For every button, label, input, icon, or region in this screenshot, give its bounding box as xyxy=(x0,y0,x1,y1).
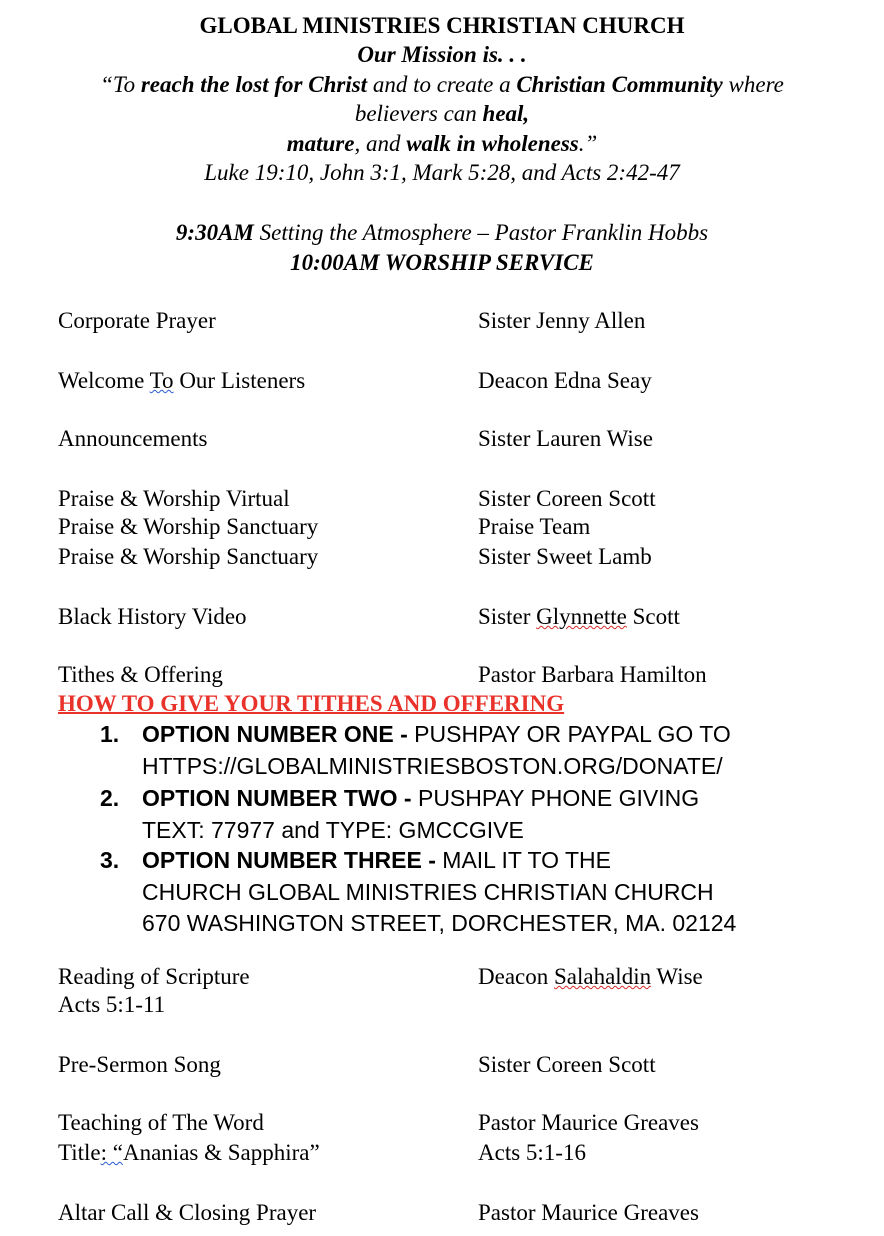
mission-text: believers can xyxy=(354,101,483,126)
program-leader-welcome: Deacon Edna Seay xyxy=(478,368,652,393)
program-text: Ananias & Sapphira” xyxy=(122,1140,320,1165)
mission-emphasis: reach the lost for Christ xyxy=(140,72,368,97)
program-leader-black-history-video xyxy=(478,602,680,631)
giving-option-one-line-1 xyxy=(142,719,731,750)
program-text: Welcome xyxy=(58,368,150,393)
option-text: PUSHPAY PHONE GIVING xyxy=(417,785,700,811)
mission-text: and to create a xyxy=(367,72,517,97)
mission-line-2 xyxy=(0,99,884,128)
mission-text: “To xyxy=(100,72,141,97)
program-item-praise-worship-virtual: Praise & Worship Virtual xyxy=(58,486,290,511)
option-text: PUSHPAY OR PAYPAL GO TO xyxy=(414,721,731,747)
program-item-reading-of-scripture: Reading of Scripture xyxy=(58,964,250,989)
program-item-tithes-offering: Tithes & Offering xyxy=(58,662,223,687)
mission-text: , and xyxy=(354,131,407,156)
program-text: Wise xyxy=(651,964,703,989)
mission-emphasis: mature xyxy=(286,131,355,156)
spelling-flagged-word: Salahaldin xyxy=(554,964,652,989)
option-number: 1. xyxy=(100,721,120,747)
grammar-flagged-word: : “ xyxy=(100,1140,123,1165)
program-text: Sister xyxy=(478,604,537,629)
program-text: Title xyxy=(58,1140,101,1165)
program-item-altar-call: Altar Call & Closing Prayer xyxy=(58,1200,317,1225)
service-title: 10:00AM WORSHIP SERVICE xyxy=(290,250,594,275)
spelling-flagged-word: Glynnette xyxy=(536,604,627,629)
program-teaching-reference: Acts 5:1-16 xyxy=(478,1140,586,1165)
program-item-welcome xyxy=(58,366,305,395)
program-leader-praise-worship-sanctuary: Sister Sweet Lamb xyxy=(478,544,652,569)
mission-emphasis: walk in wholeness xyxy=(406,131,579,156)
giving-option-three-line-2: CHURCH GLOBAL MINISTRIES CHRISTIAN CHURCH xyxy=(142,879,714,905)
grammar-flagged-word: To xyxy=(149,368,174,393)
program-leader-reading-of-scripture xyxy=(478,962,703,991)
giving-option-one-line-2: HTTPS://GLOBALMINISTRIESBOSTON.ORG/DONATE/ xyxy=(142,753,723,779)
program-sermon-title xyxy=(58,1138,320,1167)
mission-line-3 xyxy=(0,129,884,158)
program-leader-praise-worship-sanctuary: Praise Team xyxy=(478,514,591,539)
program-leader-altar-call: Pastor Maurice Greaves xyxy=(478,1200,699,1225)
program-text: Deacon xyxy=(478,964,554,989)
mission-text: .” xyxy=(578,131,598,156)
mission-emphasis: heal, xyxy=(482,101,530,126)
giving-option-three-line-3: 670 WASHINGTON STREET, DORCHESTER, MA. 02124 xyxy=(142,910,737,936)
scripture-references: Luke 19:10, John 3:1, Mark 5:28, and Acts 2:42-47 xyxy=(204,160,680,185)
program-text: Scott xyxy=(626,604,680,629)
option-number: 2. xyxy=(100,785,120,811)
pre-service-description: Setting the Atmosphere – Pastor Franklin Hobbs xyxy=(253,220,709,245)
giving-option-three-line-1 xyxy=(142,845,611,876)
program-leader-corporate-prayer: Sister Jenny Allen xyxy=(478,308,646,333)
program-item-announcements: Announcements xyxy=(58,426,208,451)
program-leader-pre-sermon-song: Sister Coreen Scott xyxy=(478,1052,656,1077)
program-item-praise-worship-sanctuary: Praise & Worship Sanctuary xyxy=(58,544,319,569)
option-label: OPTION NUMBER THREE - xyxy=(142,847,443,873)
program-leader-announcements: Sister Lauren Wise xyxy=(478,426,653,451)
pre-service-time: 9:30AM xyxy=(175,220,254,245)
mission-line-1 xyxy=(0,70,884,99)
program-item-praise-worship-sanctuary: Praise & Worship Sanctuary xyxy=(58,514,319,539)
church-name: GLOBAL MINISTRIES CHRISTIAN CHURCH xyxy=(199,13,685,38)
program-item-black-history-video: Black History Video xyxy=(58,604,247,629)
program-leader-teaching-of-the-word: Pastor Maurice Greaves xyxy=(478,1110,699,1135)
mission-emphasis: Christian Community xyxy=(516,72,723,97)
giving-option-two-line-2: TEXT: 77977 and TYPE: GMCCGIVE xyxy=(142,817,524,843)
program-item-teaching-of-the-word: Teaching of The Word xyxy=(58,1110,264,1135)
giving-option-two-line-1 xyxy=(142,783,699,814)
program-item-corporate-prayer: Corporate Prayer xyxy=(58,308,216,333)
option-text: MAIL IT TO THE xyxy=(442,847,611,873)
option-label: OPTION NUMBER TWO - xyxy=(142,785,418,811)
program-text: Our Listeners xyxy=(173,368,306,393)
giving-heading: HOW TO GIVE YOUR TITHES AND OFFERING xyxy=(58,691,565,716)
program-reading-reference: Acts 5:1-11 xyxy=(58,992,166,1017)
program-leader-praise-worship-virtual: Sister Coreen Scott xyxy=(478,486,656,511)
program-leader-tithes-offering: Pastor Barbara Hamilton xyxy=(478,662,707,687)
mission-text: where xyxy=(722,72,784,97)
option-number: 3. xyxy=(100,847,120,873)
pre-service-line xyxy=(0,218,884,247)
option-label: OPTION NUMBER ONE - xyxy=(142,721,415,747)
mission-label: Our Mission is. . . xyxy=(357,42,527,67)
program-item-pre-sermon-song: Pre-Sermon Song xyxy=(58,1052,221,1077)
